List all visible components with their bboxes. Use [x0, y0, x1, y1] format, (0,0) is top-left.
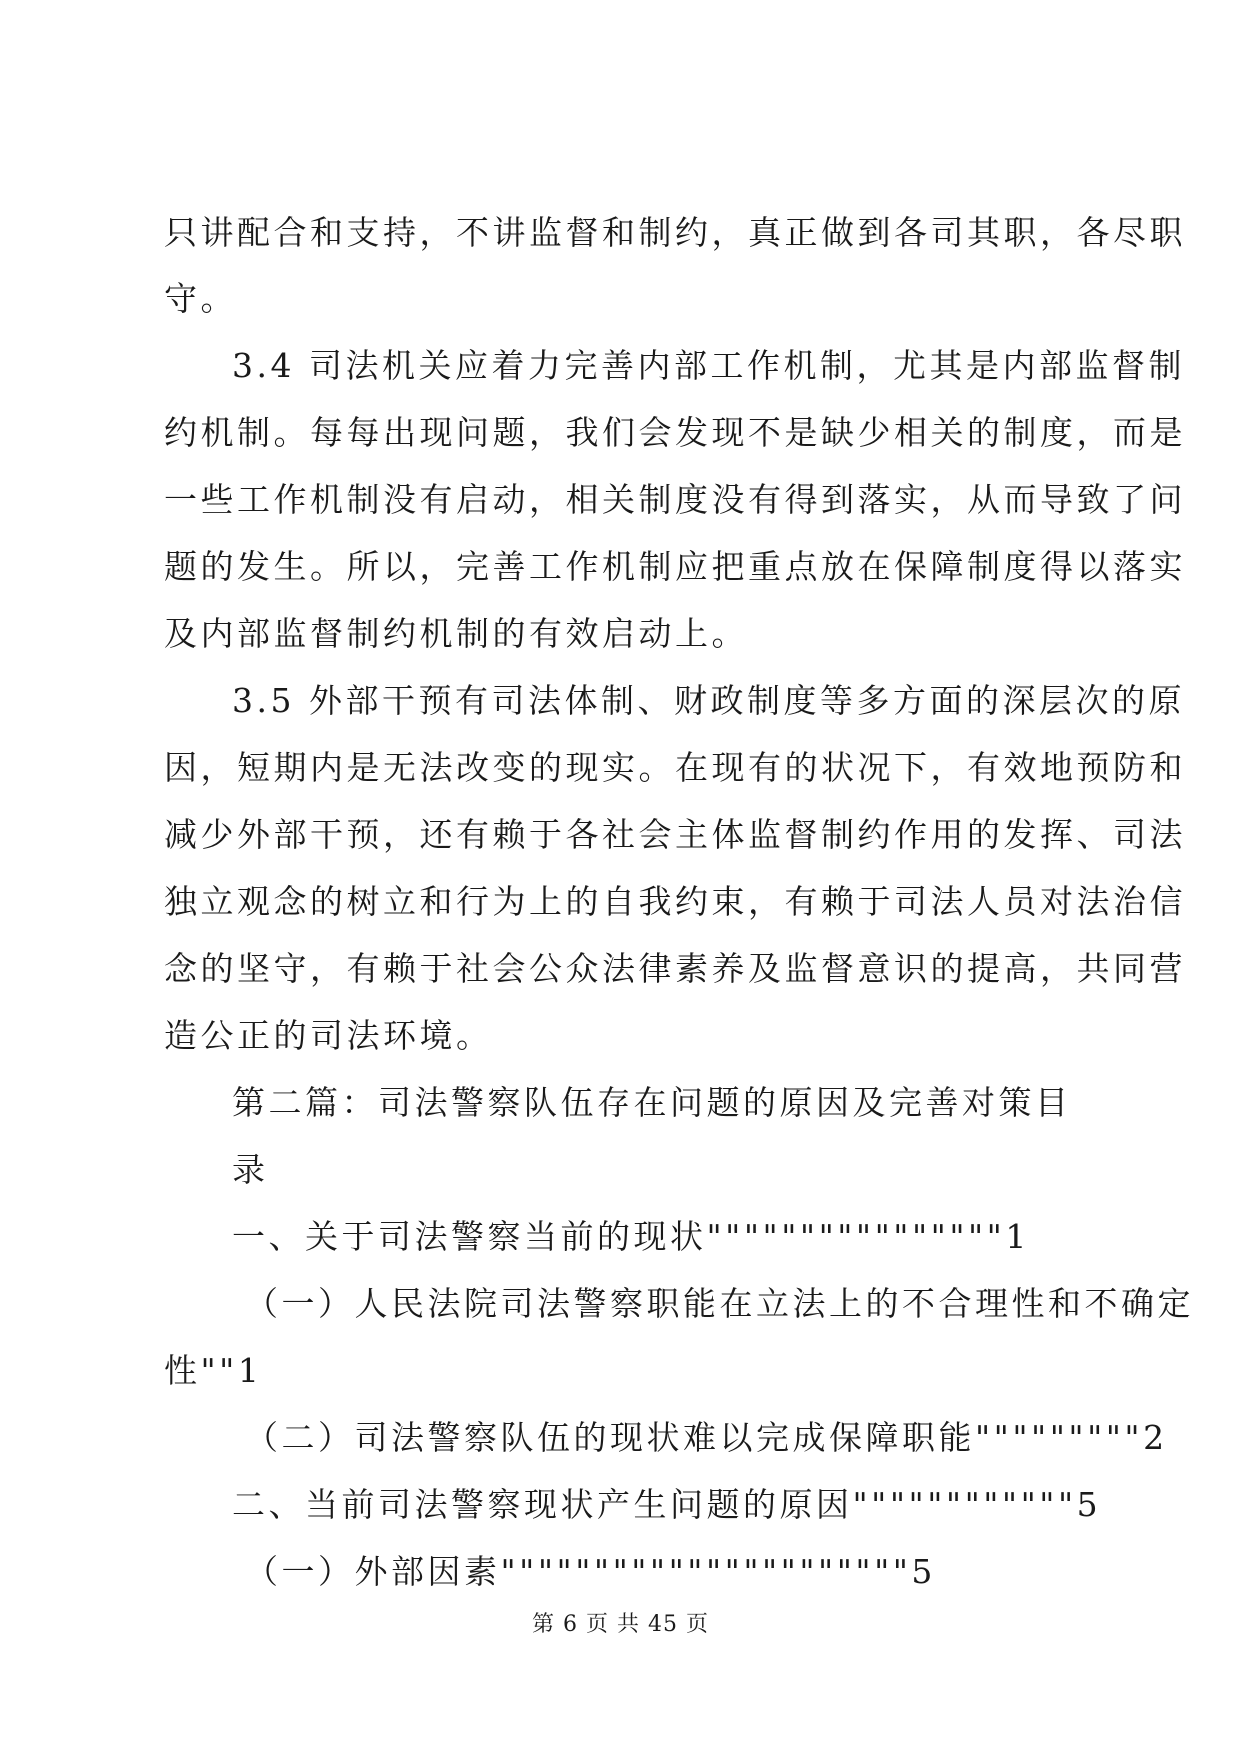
toc-entry: （二）司法警察队伍的现状难以完成保障职能"""""""""2 — [245, 1418, 1168, 1457]
toc-entry: 性""1 — [164, 1351, 263, 1390]
section-title: 录 — [232, 1150, 269, 1189]
page-number-footer: 第 6 页 共 45 页 — [532, 1612, 709, 1637]
paragraph-line: 及内部监督制约机制的有效启动上。 — [164, 614, 748, 653]
toc-entry: 一、关于司法警察当前的现状""""""""""""""""1 — [232, 1217, 1030, 1256]
paragraph-line: 3.4 司法机关应着力完善内部工作机制，尤其是内部监督制 — [232, 346, 1185, 385]
paragraph-line: 守。 — [164, 279, 237, 318]
paragraph-line: 减少外部干预，还有赖于各社会主体监督制约作用的发挥、司法 — [164, 815, 1186, 854]
paragraph-line: 约机制。每每出现问题，我们会发现不是缺少相关的制度，而是 — [164, 413, 1186, 452]
paragraph-line: 因，短期内是无法改变的现实。在现有的状况下，有效地预防和 — [164, 748, 1186, 787]
paragraph-line: 造公正的司法环境。 — [164, 1016, 493, 1055]
paragraph-line: 只讲配合和支持，不讲监督和制约，真正做到各司其职，各尽职 — [164, 213, 1186, 252]
paragraph-line: 题的发生。所以，完善工作机制应把重点放在保障制度得以落实 — [164, 547, 1186, 586]
paragraph-line: 3.5 外部干预有司法体制、财政制度等多方面的深层次的原 — [232, 681, 1185, 720]
paragraph-line: 念的坚守，有赖于社会公众法律素养及监督意识的提高，共同营 — [164, 949, 1186, 988]
section-title: 第二篇：司法警察队伍存在问题的原因及完善对策目 — [232, 1083, 1072, 1122]
toc-entry: 二、当前司法警察现状产生问题的原因""""""""""""5 — [232, 1485, 1102, 1524]
toc-entry: （一）外部因素""""""""""""""""""""""5 — [245, 1552, 936, 1591]
paragraph-line: 一些工作机制没有启动，相关制度没有得到落实，从而导致了问 — [164, 480, 1186, 519]
toc-entry: （一）人民法院司法警察职能在立法上的不合理性和不确定 — [245, 1284, 1194, 1323]
paragraph-line: 独立观念的树立和行为上的自我约束，有赖于司法人员对法治信 — [164, 882, 1186, 921]
